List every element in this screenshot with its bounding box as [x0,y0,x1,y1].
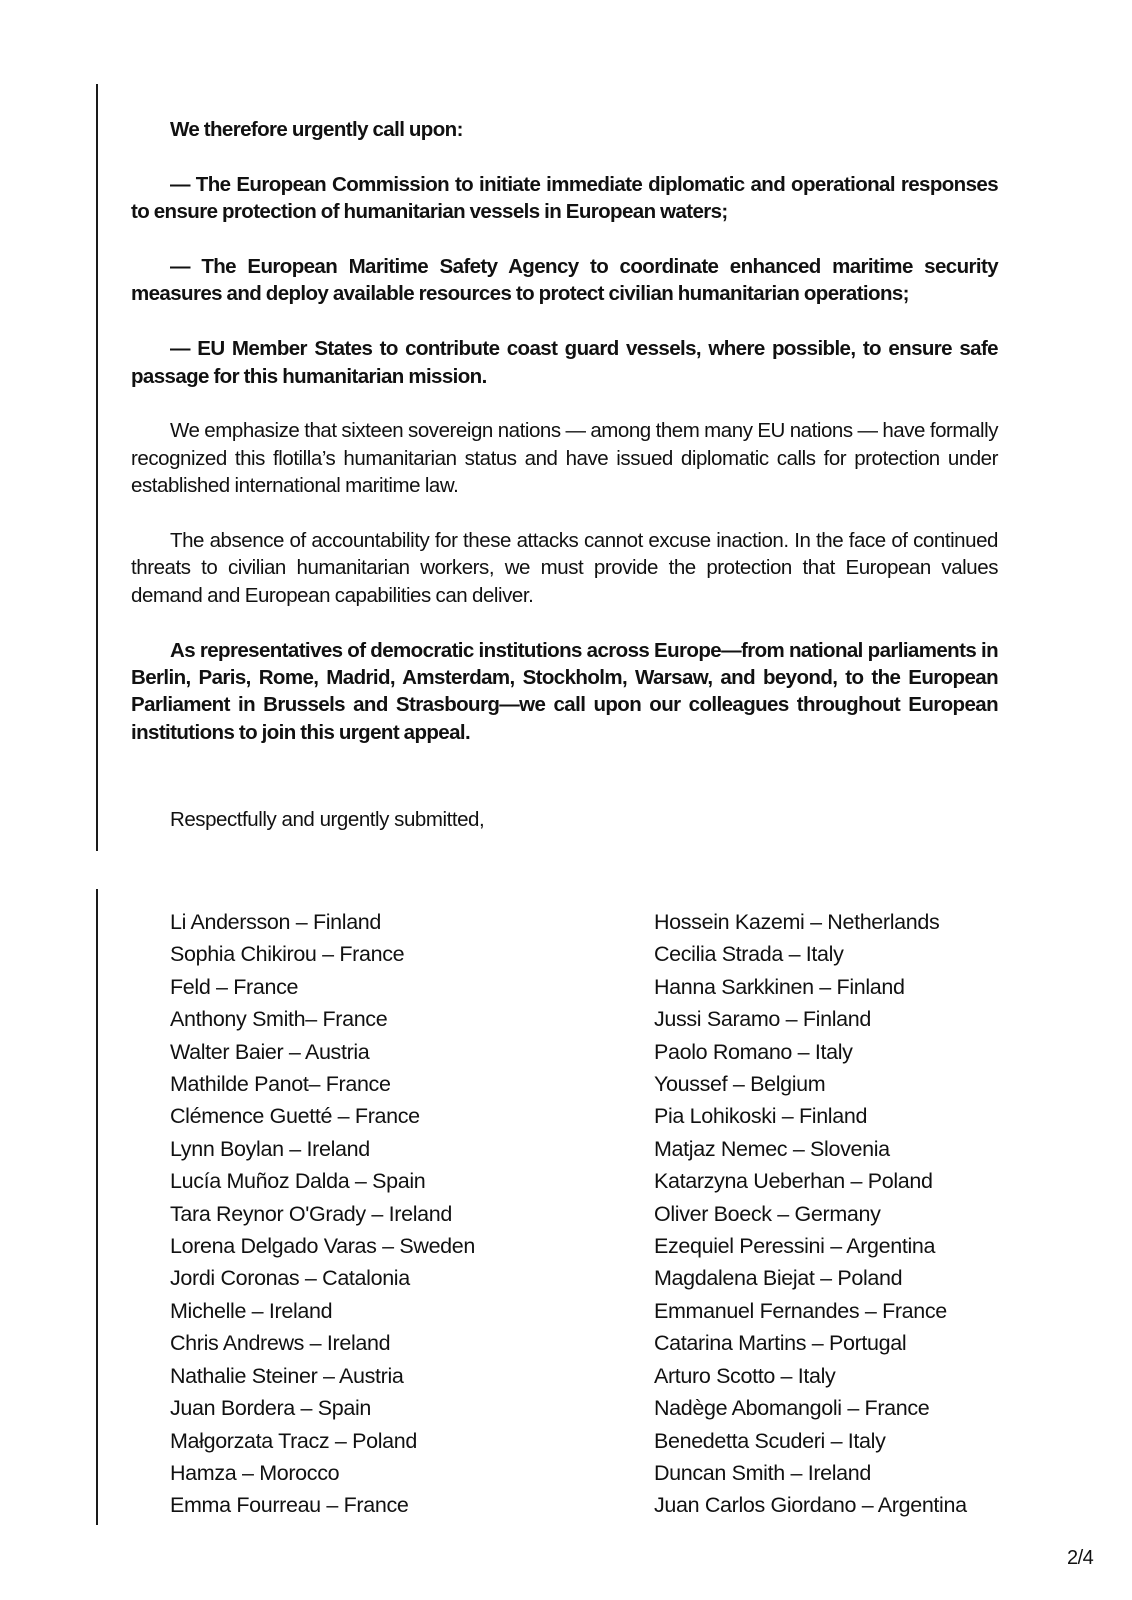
signatory: Nathalie Steiner – Austria [170,1363,404,1388]
signatory: Michelle – Ireland [170,1298,333,1323]
signatory: Cecilia Strada – Italy [654,942,844,967]
signatory: Lucía Muñoz Dalda – Spain [170,1169,426,1194]
signatory: Benedetta Scuderi – Italy [654,1428,886,1453]
signatory: Youssef – Belgium [654,1072,826,1097]
signatory: Sophia Chikirou – France [170,942,405,967]
signatory: Lorena Delgado Varas – Sweden [170,1234,476,1259]
signatory: Clémence Guetté – France [170,1104,420,1129]
signatory: Hanna Sarkkinen – Finland [654,974,905,999]
signatory: Jordi Coronas – Catalonia [170,1266,410,1291]
signatory: Feld – France [170,974,299,999]
left-margin-rule-bottom [96,889,98,1525]
appeal-member-states: — EU Member States to contribute coast guard vessels, where possible, to ensure safe passage for this humanitarian mission. [131,337,998,388]
signatory: Magdalena Biejat – Poland [654,1266,903,1291]
signatory: Emma Fourreau – France [170,1493,409,1518]
signatory: Małgorzata Tracz – Poland [170,1428,417,1453]
signatory: Pia Lohikoski – Finland [654,1104,868,1129]
signatory: Nadège Abomangoli – France [654,1396,930,1421]
signatory: Hamza – Morocco [170,1460,340,1485]
signatory-list-left [170,906,475,1522]
appeal-emsa: — The European Maritime Safety Agency to coordinate enhanced maritime security measures and deploy available resources to protect civilian humanitarian operations; [131,255,998,306]
signatory: Juan Carlos Giordano – Argentina [654,1493,967,1518]
signatory: Katarzyna Ueberhan – Poland [654,1169,933,1194]
signatory: Ezequiel Peressini – Argentina [654,1234,936,1259]
signatory: Catarina Martins – Portugal [654,1331,907,1356]
paragraph-accountability: The absence of accountability for these attacks cannot excuse inaction. In the face of continued threats to civilian humanitarian workers, we must provide the protection that European values demand and European capabilities can deliver. [131,529,998,607]
signatory: Walter Baier – Austria [170,1039,370,1064]
signatory: Jussi Saramo – Finland [654,1007,871,1032]
signatory: Juan Bordera – Spain [170,1396,371,1421]
signatory: Oliver Boeck – Germany [654,1201,881,1226]
signatory: Paolo Romano – Italy [654,1039,853,1064]
closing-line: Respectfully and urgently submitted, [170,808,485,831]
signatory: Tara Reynor O'Grady – Ireland [170,1201,452,1226]
intro-heading: We therefore urgently call upon: [170,118,463,141]
paragraph-recognition: We emphasize that sixteen sovereign nations — among them many EU nations — have formally recognized this flotilla’s humanitarian status and have issued diplomatic calls for protection under established international maritime law. [131,419,998,498]
signatory: Arturo Scotto – Italy [654,1363,836,1388]
left-margin-rule-top [96,84,98,851]
signatory: Hossein Kazemi – Netherlands [654,910,940,934]
signatory: Chris Andrews – Ireland [170,1331,391,1356]
letter-body [131,116,998,746]
signatory-list-right [654,906,967,1522]
signatory: Lynn Boylan – Ireland [170,1136,370,1161]
signatory: Li Andersson – Finland [170,910,382,934]
signatory: Mathilde Panot– France [170,1072,391,1097]
signatory: Anthony Smith– France [170,1007,388,1032]
signatory: Emmanuel Fernandes – France [654,1298,947,1323]
signatory: Matjaz Nemec – Slovenia [654,1136,890,1161]
appeal-european-commission: — The European Commission to initiate immediate diplomatic and operational responses to ensure protection of humanitarian vessels in European waters; [131,172,998,224]
signatory: Duncan Smith – Ireland [654,1460,871,1485]
paragraph-representatives: As representatives of democratic institutions across Europe—from national parliaments in Berlin, Paris, Rome, Madrid, Amsterdam, Stockholm, Warsaw, and beyond, to the European Parliament in Brussels and Strasbourg—we call upon our colleagues throughout European institutions to join this urgent appeal. [131,638,998,744]
page-number: 2/4 [1067,1547,1094,1569]
